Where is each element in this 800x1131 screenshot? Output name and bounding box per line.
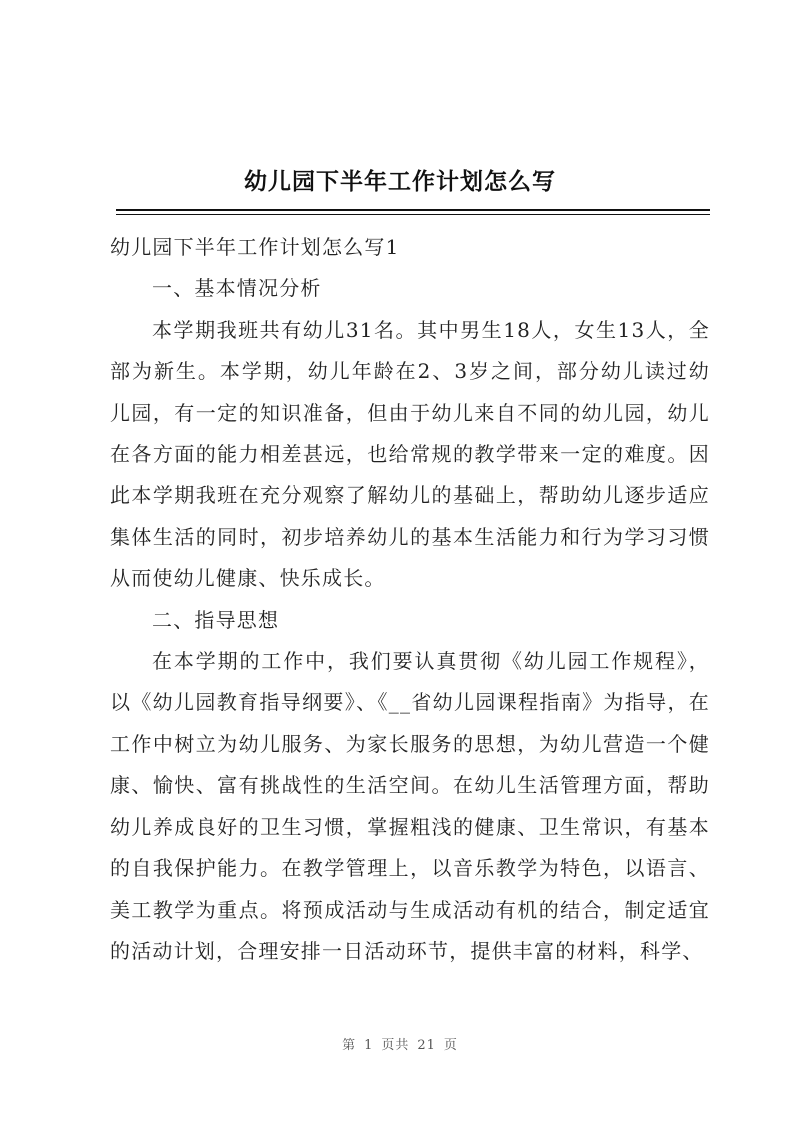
footer-prefix: 第 [342, 1038, 357, 1053]
title-rule-thick [116, 209, 710, 211]
document-title: 幼儿园下半年工作计划怎么写 [244, 168, 556, 195]
section-heading: 幼儿园下半年工作计划怎么写1 [110, 235, 400, 259]
paragraph-basic-situation: 本学期我班共有幼儿31名。其中男生18人，女生13人，全部为新生。本学期，幼儿年龄在2、3岁之间，部分幼儿读过幼儿园，有一定的知识准备，但由于幼儿来自不同的幼儿园，幼儿在各方面的能力相差甚远，也给常规的教学带来一定的难度。因此本学期我班在充分观察了解幼儿的基础上，帮助幼儿逐步适应集体生活的同时，初步培养幼儿的基本生活能力和行为学习习惯从而使幼儿健康、快乐成长。 [110, 317, 710, 591]
document-body [110, 227, 710, 972]
footer-suffix: 页 [443, 1038, 458, 1053]
page-footer [0, 1034, 800, 1053]
footer-total-pages: 21 [417, 1038, 436, 1053]
subheading-guiding-thought: 二、指导思想 [152, 607, 280, 632]
footer-current-page: 1 [364, 1038, 374, 1053]
title-rule-thin [116, 214, 710, 215]
subheading-basic-situation: 一、基本情况分析 [152, 276, 322, 301]
footer-middle: 页共 [381, 1038, 410, 1053]
paragraph-guiding-thought: 在本学期的工作中，我们要认真贯彻《幼儿园工作规程》，以《幼儿园教育指导纲要》、《__省幼儿园课程指南》为指导，在工作中树立为幼儿服务、为家长服务的思想，为幼儿营造一个健康、愉快、富有挑战性的生活空间。在幼儿生活管理方面，帮助幼儿养成良好的卫生习惯，掌握粗浅的健康、卫生常识，有基本的自我保护能力。在教学管理上，以音乐教学为特色，以语言、美工教学为重点。将预成活动与生成活动有机的结合，制定适宜的活动计划，合理安排一日活动环节，提供丰富的材料，科学、 [110, 649, 710, 963]
